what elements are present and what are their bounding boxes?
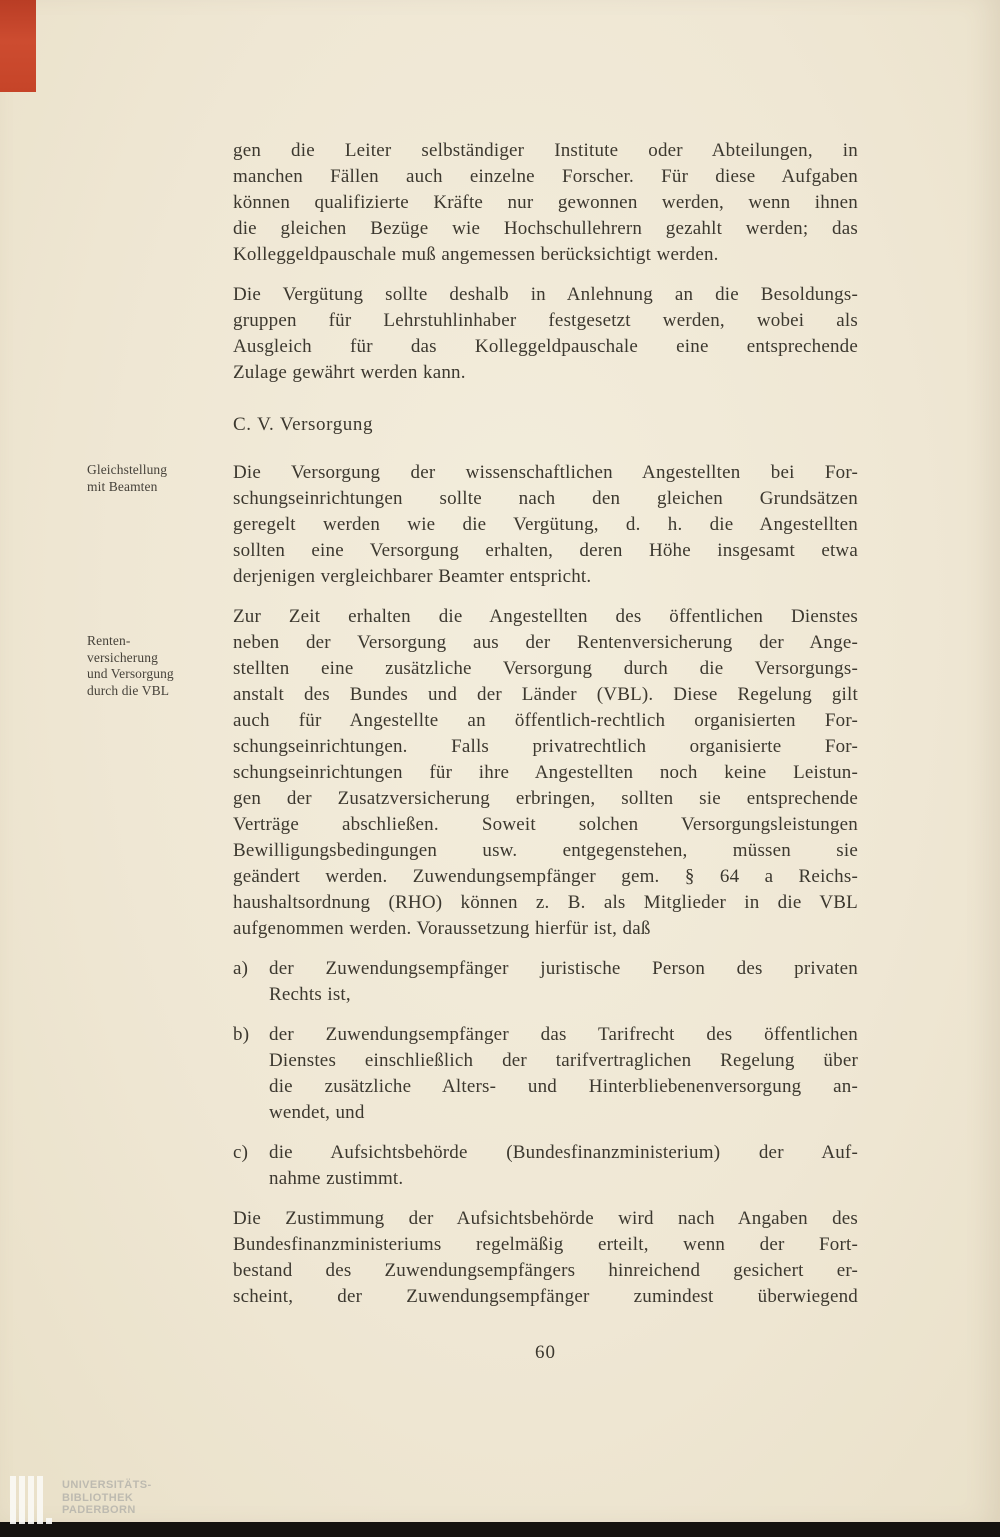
paragraph-3 <box>233 460 858 590</box>
text-line: geändert werden. Zuwendungsempfänger gem. § 64 a Reichs- <box>233 866 858 887</box>
text-line: gen der Zusatzversicherung erbringen, sollten sie entsprechende <box>233 788 858 809</box>
text-column <box>87 138 858 1366</box>
text-line: Kolleggeldpauschale muß angemessen berücksichtigt werden. <box>233 244 719 265</box>
margin-note-line: versicherung <box>87 649 158 665</box>
text-line: gruppen für Lehrstuhlinhaber festgesetzt werden, wobei als <box>233 310 858 331</box>
text-line: Verträge abschließen. Soweit solchen Versorgungsleistungen <box>233 814 858 835</box>
watermark-line: UNIVERSITÄTS- <box>62 1479 152 1491</box>
text-line: Die Vergütung sollte deshalb in Anlehnung an die Besoldungs- <box>233 284 858 305</box>
paragraph-3-block <box>87 460 858 590</box>
margin-note-line: durch die VBL <box>87 682 170 698</box>
text-line: scheint, der Zuwendungsempfänger zumindest überwiegend <box>233 1286 858 1307</box>
text-line: neben der Versorgung aus der Rentenversicherung der Ange- <box>233 632 858 653</box>
watermark-line: PADERBORN <box>62 1504 136 1516</box>
text-line: die zusätzliche Alters- und Hinterbliebenenversorgung an- <box>269 1076 858 1097</box>
text-line: Dienstes einschließlich der tarifvertraglichen Regelung über <box>269 1050 858 1071</box>
margin-note-line: und Versorgung <box>87 666 174 681</box>
text-line: Die Versorgung der wissenschaftlichen Angestellten bei For- <box>233 462 858 483</box>
list-item-c <box>233 1140 858 1192</box>
text-line: die Aufsichtsbehörde (Bundesfinanzministerium) der Auf- <box>269 1142 858 1163</box>
text-line: nahme zustimmt. <box>269 1168 404 1189</box>
text-line: der Zuwendungsempfänger juristische Person des privaten <box>269 958 858 979</box>
text-line: geregelt werden wie die Vergütung, d. h. die Angestellten <box>233 514 858 535</box>
list-item-label: a) <box>233 958 249 979</box>
list-item-label: c) <box>233 1142 249 1163</box>
paragraph-5 <box>233 1206 858 1310</box>
margin-note-line: Renten- <box>87 633 131 648</box>
list-item-a <box>233 956 858 1008</box>
logo-bar <box>19 1476 25 1524</box>
margin-note-2 <box>87 633 227 699</box>
section-heading: C. V. Versorgung <box>233 414 374 435</box>
paragraph-1 <box>233 138 858 268</box>
text-line: die gleichen Bezüge wie Hochschullehrern gezahlt werden; das <box>233 218 858 239</box>
paragraph-4-block <box>87 604 858 942</box>
library-logo-icon <box>10 1476 52 1524</box>
text-line: Ausgleich für das Kolleggeldpauschale eine entsprechende <box>233 336 858 357</box>
margin-note-1 <box>87 462 227 495</box>
paragraph-2 <box>233 282 858 386</box>
text-line: stellten eine zusätzliche Versorgung durch die Versorgungs- <box>233 658 858 679</box>
text-line: sollten eine Versorgung erhalten, deren Höhe insgesamt etwa <box>233 540 858 561</box>
text-line: Rechts ist, <box>269 984 351 1005</box>
page-number: 60 <box>535 1342 556 1363</box>
logo-dot <box>46 1518 52 1524</box>
watermark-text <box>62 1476 152 1517</box>
margin-note-line: Gleichstellung <box>87 462 168 477</box>
logo-bar <box>10 1476 16 1524</box>
text-line: aufgenommen werden. Voraussetzung hierfür ist, daß <box>233 918 651 939</box>
text-line: gen die Leiter selbständiger Institute oder Abteilungen, in <box>233 140 858 161</box>
text-line: Bewilligungsbedingungen usw. entgegenstehen, müssen sie <box>233 840 858 861</box>
text-line: Die Zustimmung der Aufsichtsbehörde wird nach Angaben des <box>233 1208 858 1229</box>
text-line: der Zuwendungsempfänger das Tarifrecht des öffentlichen <box>269 1024 858 1045</box>
text-line: bestand des Zuwendungsempfängers hinreichend gesichert er- <box>233 1260 858 1281</box>
text-line: wendet, und <box>269 1102 365 1123</box>
text-line: auch für Angestellte an öffentlich-rechtlich organisierten For- <box>233 710 858 731</box>
watermark-line: BIBLIOTHEK <box>62 1491 134 1504</box>
text-line: schungseinrichtungen sollte nach den gleichen Grundsätzen <box>233 488 858 509</box>
text-line: Zulage gewährt werden kann. <box>233 362 466 383</box>
text-line: Zur Zeit erhalten die Angestellten des öffentlichen Dienstes <box>233 606 858 627</box>
text-line: manchen Fällen auch einzelne Forscher. Für diese Aufgaben <box>233 166 858 187</box>
text-line: schungseinrichtungen für ihre Angestellten noch keine Leistun- <box>233 762 858 783</box>
text-line: schungseinrichtungen. Falls privatrechtlich organisierte For- <box>233 736 858 757</box>
logo-bar <box>28 1476 34 1524</box>
list-item-label: b) <box>233 1024 250 1045</box>
book-cover-edge-strip <box>0 0 36 92</box>
logo-bar <box>37 1476 43 1524</box>
text-line: haushaltsordnung (RHO) können z. B. als Mitglieder in die VBL <box>233 892 858 913</box>
text-line: anstalt des Bundes und der Länder (VBL). Diese Regelung gilt <box>233 684 858 705</box>
text-line: Bundesfinanzministeriums regelmäßig erteilt, wenn der Fort- <box>233 1234 858 1255</box>
text-line: derjenigen vergleichbarer Beamter entspricht. <box>233 566 592 587</box>
paragraph-4 <box>233 604 858 942</box>
scan-bottom-edge <box>0 1522 1000 1537</box>
library-watermark <box>10 1476 152 1524</box>
list-item-b <box>233 1022 858 1126</box>
margin-note-line: mit Beamten <box>87 478 158 494</box>
text-line: können qualifizierte Kräfte nur gewonnen werden, wenn ihnen <box>233 192 858 213</box>
